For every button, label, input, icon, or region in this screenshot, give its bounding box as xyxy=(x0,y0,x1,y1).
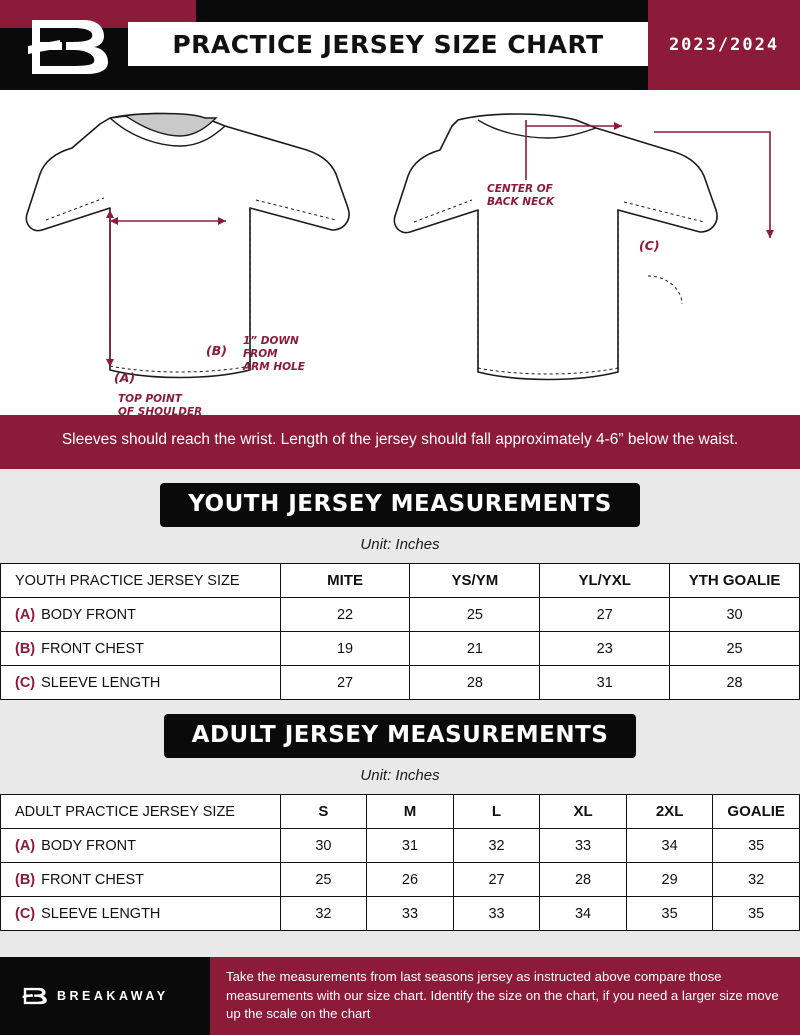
footer-instructions: Take the measurements from last seasons jersey as instructed above compare those measurements with our size chart. Identify the size on the chart, if you need a larger size move up the scale on the chart xyxy=(210,957,800,1035)
adult-band-title: ADULT JERSEY MEASUREMENTS xyxy=(164,714,637,758)
adult-cell-1-0: 25 xyxy=(280,863,367,897)
measure-label: SLEEVE LENGTH xyxy=(41,905,161,922)
youth-cell-1-2: 23 xyxy=(540,632,670,666)
adult-row-label-0 xyxy=(1,829,281,863)
table-row xyxy=(1,863,800,897)
adult-unit-label: Unit: Inches xyxy=(360,767,440,785)
youth-cell-0-2: 27 xyxy=(540,598,670,632)
adult-cell-2-1: 33 xyxy=(367,897,454,931)
youth-cell-1-0: 19 xyxy=(280,632,410,666)
youth-band-title-wrap xyxy=(0,469,800,527)
table-row xyxy=(1,666,800,700)
youth-cell-0-0: 22 xyxy=(280,598,410,632)
youth-col-header-4: YTH GOALIE xyxy=(670,564,800,598)
adult-cell-1-5: 32 xyxy=(713,863,800,897)
table-row xyxy=(1,829,800,863)
youth-table-header-row xyxy=(1,564,800,598)
footer-brand xyxy=(0,957,210,1035)
adult-cell-2-3: 34 xyxy=(540,897,627,931)
adult-col-header-3: L xyxy=(453,795,540,829)
youth-band-title: YOUTH JERSEY MEASUREMENTS xyxy=(160,483,640,527)
youth-col-header-1: MITE xyxy=(280,564,410,598)
header-title-box xyxy=(128,22,648,66)
youth-cell-2-0: 27 xyxy=(280,666,410,700)
label-center-back-neck: CENTER OF BACK NECK xyxy=(487,183,555,208)
adult-cell-2-4: 35 xyxy=(626,897,713,931)
measure-label: FRONT CHEST xyxy=(41,640,144,657)
adult-col-header-6: GOALIE xyxy=(713,795,800,829)
youth-cell-2-1: 28 xyxy=(410,666,540,700)
breakaway-b-logo-icon xyxy=(26,16,112,78)
youth-cell-1-1: 21 xyxy=(410,632,540,666)
adult-cell-2-2: 33 xyxy=(453,897,540,931)
adult-cell-2-5: 35 xyxy=(713,897,800,931)
adult-cell-1-3: 28 xyxy=(540,863,627,897)
measure-tag: (C) xyxy=(15,674,36,691)
fit-note-bar: Sleeves should reach the wrist. Length of the jersey should fall approximately 4-6” below the waist. xyxy=(0,415,800,469)
adult-row-label-2 xyxy=(1,897,281,931)
label-a-front: (A) xyxy=(114,370,136,385)
youth-row-label-2 xyxy=(1,666,281,700)
youth-unit-label: Unit: Inches xyxy=(360,536,440,554)
youth-col-header-3: YL/YXL xyxy=(540,564,670,598)
youth-cell-2-2: 31 xyxy=(540,666,670,700)
label-b-front: (B) xyxy=(206,343,227,358)
measure-tag: (B) xyxy=(15,871,36,888)
youth-cell-2-3: 28 xyxy=(670,666,800,700)
breakaway-b-logo-icon xyxy=(22,981,48,1011)
adult-section xyxy=(0,700,800,931)
season-year: 2023/2024 xyxy=(668,35,780,55)
adult-size-table xyxy=(0,794,800,931)
measure-tag: (A) xyxy=(15,606,36,623)
adult-row-label-1 xyxy=(1,863,281,897)
measure-label: FRONT CHEST xyxy=(41,871,144,888)
adult-col-header-4: XL xyxy=(540,795,627,829)
table-row xyxy=(1,897,800,931)
adult-col-header-5: 2XL xyxy=(626,795,713,829)
measure-label: BODY FRONT xyxy=(41,606,136,623)
measure-label: BODY FRONT xyxy=(41,837,136,854)
adult-cell-1-2: 27 xyxy=(453,863,540,897)
youth-row-label-0 xyxy=(1,598,281,632)
adult-cell-0-3: 33 xyxy=(540,829,627,863)
jersey-diagram-svg xyxy=(0,90,800,415)
youth-row-label-1 xyxy=(1,632,281,666)
label-shoulder-note: TOP POINT OF SHOULDER xyxy=(118,393,203,415)
measure-tag: (A) xyxy=(15,837,36,854)
adult-col-header-2: M xyxy=(367,795,454,829)
jersey-diagram-panel xyxy=(0,90,800,415)
adult-col-header-1: S xyxy=(280,795,367,829)
adult-cell-1-1: 26 xyxy=(367,863,454,897)
back-jersey-illustration xyxy=(394,114,717,380)
adult-cell-0-5: 35 xyxy=(713,829,800,863)
youth-col-header-2: YS/YM xyxy=(410,564,540,598)
adult-cell-0-4: 34 xyxy=(626,829,713,863)
measure-tag: (B) xyxy=(15,640,36,657)
adult-col-header-0: ADULT PRACTICE JERSEY SIZE xyxy=(1,795,281,829)
header-year-box xyxy=(648,0,800,90)
page-title: PRACTICE JERSEY SIZE CHART xyxy=(172,29,604,59)
adult-cell-0-2: 32 xyxy=(453,829,540,863)
adult-band-title-wrap xyxy=(0,700,800,758)
adult-cell-1-4: 29 xyxy=(626,863,713,897)
youth-cell-0-3: 30 xyxy=(670,598,800,632)
youth-col-header-0: YOUTH PRACTICE JERSEY SIZE xyxy=(1,564,281,598)
measure-label: SLEEVE LENGTH xyxy=(41,674,161,691)
adult-cell-2-0: 32 xyxy=(280,897,367,931)
label-c-back: (C) xyxy=(639,238,660,253)
table-row xyxy=(1,598,800,632)
table-row xyxy=(1,632,800,666)
youth-size-table xyxy=(0,563,800,700)
footer-brand-name: BREAKAWAY xyxy=(57,989,169,1003)
youth-cell-1-3: 25 xyxy=(670,632,800,666)
adult-cell-0-0: 30 xyxy=(280,829,367,863)
youth-section xyxy=(0,469,800,700)
label-armhole-note: 1” DOWN FROM ARM HOLE xyxy=(243,335,305,373)
measure-tag: (C) xyxy=(15,905,36,922)
page-header xyxy=(0,0,800,90)
adult-table-header-row xyxy=(1,795,800,829)
adult-cell-0-1: 31 xyxy=(367,829,454,863)
page-footer xyxy=(0,957,800,1035)
youth-cell-0-1: 25 xyxy=(410,598,540,632)
